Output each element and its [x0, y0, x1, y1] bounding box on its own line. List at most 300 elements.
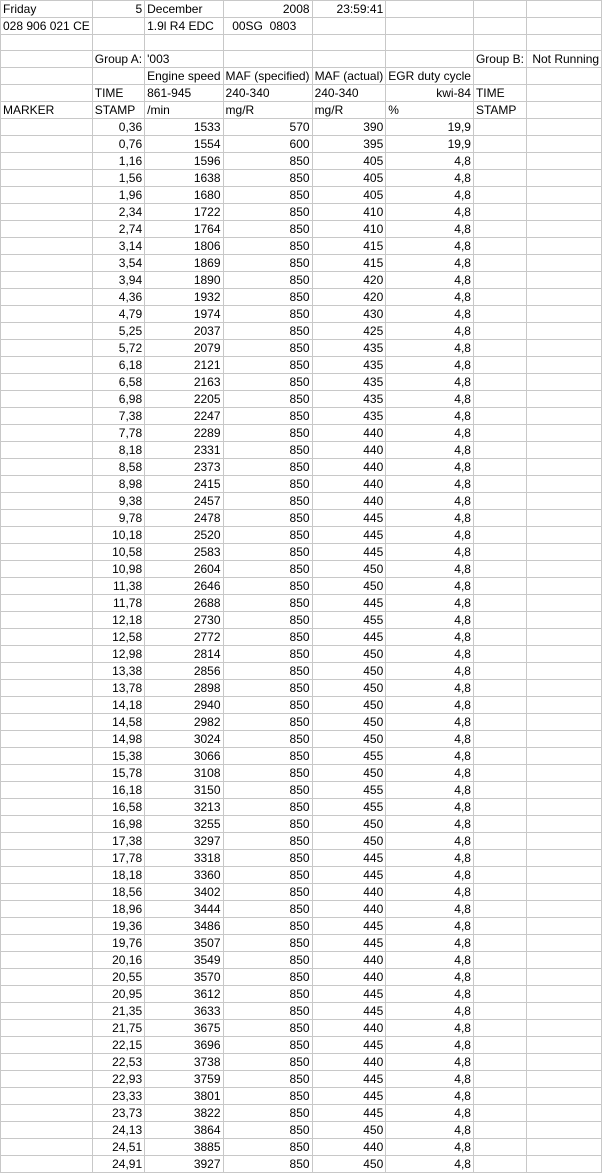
engine-speed-cell[interactable]: 2772	[145, 629, 223, 646]
time-stamp-cell[interactable]: 8,18	[92, 442, 144, 459]
egr-duty-cell[interactable]: 4,8	[386, 867, 474, 884]
maf-specified-cell[interactable]: 850	[223, 153, 312, 170]
empty-cell[interactable]	[526, 442, 601, 459]
empty-cell[interactable]	[473, 153, 526, 170]
empty-cell[interactable]	[473, 867, 526, 884]
empty-cell[interactable]	[526, 238, 601, 255]
empty-cell[interactable]	[473, 323, 526, 340]
header-maf-actual[interactable]: MAF (actual)	[312, 68, 386, 85]
empty-cell[interactable]	[526, 323, 601, 340]
egr-duty-cell[interactable]: 4,8	[386, 1071, 474, 1088]
empty-cell[interactable]	[473, 816, 526, 833]
engine-speed-cell[interactable]: 2898	[145, 680, 223, 697]
marker-cell[interactable]	[1, 1156, 93, 1173]
header-marker[interactable]: MARKER	[1, 102, 93, 119]
empty-cell[interactable]	[473, 391, 526, 408]
empty-cell[interactable]	[473, 1037, 526, 1054]
engine-speed-cell[interactable]: 2982	[145, 714, 223, 731]
maf-actual-cell[interactable]: 410	[312, 221, 386, 238]
empty-cell[interactable]	[526, 782, 601, 799]
engine-speed-cell[interactable]: 2205	[145, 391, 223, 408]
empty-cell[interactable]	[526, 867, 601, 884]
empty-cell[interactable]	[473, 748, 526, 765]
egr-duty-cell[interactable]: 4,8	[386, 170, 474, 187]
engine-speed-cell[interactable]: 3675	[145, 1020, 223, 1037]
engine-speed-cell[interactable]: 1764	[145, 221, 223, 238]
time-cell[interactable]: 23:59:41	[312, 1, 386, 18]
engine-speed-cell[interactable]: 2037	[145, 323, 223, 340]
engine-speed-cell[interactable]: 2163	[145, 374, 223, 391]
egr-duty-cell[interactable]: 4,8	[386, 833, 474, 850]
egr-duty-cell[interactable]: 4,8	[386, 238, 474, 255]
time-stamp-cell[interactable]: 21,35	[92, 1003, 144, 1020]
marker-cell[interactable]	[1, 612, 93, 629]
time-stamp-cell[interactable]: 10,58	[92, 544, 144, 561]
time-stamp-cell[interactable]: 19,76	[92, 935, 144, 952]
egr-duty-cell[interactable]: 4,8	[386, 408, 474, 425]
empty-cell[interactable]	[526, 986, 601, 1003]
header-speed-unit[interactable]: /min	[145, 102, 223, 119]
maf-specified-cell[interactable]: 850	[223, 544, 312, 561]
maf-specified-cell[interactable]: 850	[223, 629, 312, 646]
marker-cell[interactable]	[1, 493, 93, 510]
marker-cell[interactable]	[1, 204, 93, 221]
egr-duty-cell[interactable]: 4,8	[386, 646, 474, 663]
time-stamp-cell[interactable]: 5,25	[92, 323, 144, 340]
egr-duty-cell[interactable]: 4,8	[386, 425, 474, 442]
marker-cell[interactable]	[1, 1020, 93, 1037]
empty-cell[interactable]	[473, 510, 526, 527]
engine-speed-cell[interactable]: 3507	[145, 935, 223, 952]
empty-cell[interactable]	[526, 425, 601, 442]
empty-cell[interactable]	[526, 1020, 601, 1037]
time-stamp-cell[interactable]: 6,58	[92, 374, 144, 391]
maf-actual-cell[interactable]: 445	[312, 595, 386, 612]
egr-duty-cell[interactable]: 4,8	[386, 476, 474, 493]
empty-cell[interactable]	[526, 289, 601, 306]
empty-cell[interactable]	[145, 35, 223, 51]
time-stamp-cell[interactable]: 22,93	[92, 1071, 144, 1088]
maf-specified-cell[interactable]: 850	[223, 1139, 312, 1156]
egr-duty-cell[interactable]: 19,9	[386, 136, 474, 153]
egr-duty-cell[interactable]: 4,8	[386, 578, 474, 595]
empty-cell[interactable]	[473, 1139, 526, 1156]
egr-duty-cell[interactable]: 4,8	[386, 187, 474, 204]
maf-specified-cell[interactable]: 850	[223, 1105, 312, 1122]
maf-actual-cell[interactable]: 390	[312, 119, 386, 136]
marker-cell[interactable]	[1, 425, 93, 442]
time-stamp-cell[interactable]: 12,18	[92, 612, 144, 629]
maf-actual-cell[interactable]: 440	[312, 1054, 386, 1071]
empty-cell[interactable]	[526, 272, 601, 289]
maf-specified-cell[interactable]: 850	[223, 374, 312, 391]
maf-specified-cell[interactable]: 850	[223, 748, 312, 765]
egr-duty-cell[interactable]: 4,8	[386, 1139, 474, 1156]
marker-cell[interactable]	[1, 816, 93, 833]
maf-actual-cell[interactable]: 440	[312, 969, 386, 986]
engine-speed-cell[interactable]: 1869	[145, 255, 223, 272]
marker-cell[interactable]	[1, 714, 93, 731]
engine-code-cell[interactable]	[223, 18, 312, 35]
egr-duty-cell[interactable]: 4,8	[386, 952, 474, 969]
maf-actual-cell[interactable]: 415	[312, 238, 386, 255]
empty-cell[interactable]	[526, 459, 601, 476]
header-cell[interactable]	[526, 85, 601, 102]
maf-specified-cell[interactable]: 600	[223, 136, 312, 153]
empty-cell[interactable]	[526, 731, 601, 748]
maf-specified-cell[interactable]: 850	[223, 425, 312, 442]
engine-speed-cell[interactable]: 3549	[145, 952, 223, 969]
egr-duty-cell[interactable]: 4,8	[386, 391, 474, 408]
time-stamp-cell[interactable]: 20,16	[92, 952, 144, 969]
marker-cell[interactable]	[1, 442, 93, 459]
empty-cell[interactable]	[526, 476, 601, 493]
empty-cell[interactable]	[526, 374, 601, 391]
month-cell[interactable]: December	[145, 1, 223, 18]
year-cell[interactable]: 2008	[223, 1, 312, 18]
egr-duty-cell[interactable]: 4,8	[386, 153, 474, 170]
maf-actual-cell[interactable]: 445	[312, 527, 386, 544]
empty-cell[interactable]	[526, 1105, 601, 1122]
engine-speed-cell[interactable]: 3066	[145, 748, 223, 765]
engine-speed-cell[interactable]: 1974	[145, 306, 223, 323]
time-stamp-cell[interactable]: 12,98	[92, 646, 144, 663]
maf-actual-cell[interactable]: 440	[312, 952, 386, 969]
maf-specified-cell[interactable]: 850	[223, 1037, 312, 1054]
time-stamp-cell[interactable]: 1,96	[92, 187, 144, 204]
maf-actual-cell[interactable]: 455	[312, 782, 386, 799]
maf-actual-cell[interactable]: 445	[312, 510, 386, 527]
engine-speed-cell[interactable]: 2457	[145, 493, 223, 510]
maf-specified-cell[interactable]: 850	[223, 323, 312, 340]
empty-cell[interactable]	[526, 935, 601, 952]
engine-speed-cell[interactable]: 3738	[145, 1054, 223, 1071]
engine-speed-cell[interactable]: 2289	[145, 425, 223, 442]
time-stamp-cell[interactable]: 11,38	[92, 578, 144, 595]
empty-cell[interactable]	[473, 969, 526, 986]
marker-cell[interactable]	[1, 408, 93, 425]
engine-speed-cell[interactable]: 3885	[145, 1139, 223, 1156]
egr-duty-cell[interactable]: 4,8	[386, 1105, 474, 1122]
engine-speed-cell[interactable]: 3024	[145, 731, 223, 748]
maf-specified-cell[interactable]: 850	[223, 714, 312, 731]
header-engine-speed[interactable]: Engine speed	[145, 68, 223, 85]
engine-speed-cell[interactable]: 1680	[145, 187, 223, 204]
egr-duty-cell[interactable]: 4,8	[386, 1054, 474, 1071]
maf-specified-cell[interactable]: 850	[223, 442, 312, 459]
empty-cell[interactable]	[473, 833, 526, 850]
empty-cell[interactable]	[473, 612, 526, 629]
egr-duty-cell[interactable]: 4,8	[386, 969, 474, 986]
maf-actual-cell[interactable]: 405	[312, 153, 386, 170]
engine-speed-cell[interactable]: 3213	[145, 799, 223, 816]
empty-cell[interactable]	[473, 289, 526, 306]
engine-speed-cell[interactable]: 3864	[145, 1122, 223, 1139]
maf-specified-cell[interactable]: 850	[223, 884, 312, 901]
engine-speed-cell[interactable]: 2583	[145, 544, 223, 561]
time-stamp-cell[interactable]: 5,72	[92, 340, 144, 357]
maf-specified-cell[interactable]: 850	[223, 765, 312, 782]
header-maf-spec-range[interactable]: 240-340	[223, 85, 312, 102]
maf-actual-cell[interactable]: 450	[312, 816, 386, 833]
maf-actual-cell[interactable]: 445	[312, 918, 386, 935]
marker-cell[interactable]	[1, 561, 93, 578]
empty-cell[interactable]	[526, 1003, 601, 1020]
maf-actual-cell[interactable]: 440	[312, 425, 386, 442]
header-egr-range[interactable]: kwi-84	[386, 85, 474, 102]
empty-cell[interactable]	[526, 969, 601, 986]
empty-cell[interactable]	[473, 782, 526, 799]
empty-cell[interactable]	[526, 544, 601, 561]
maf-actual-cell[interactable]: 450	[312, 578, 386, 595]
empty-cell[interactable]	[473, 986, 526, 1003]
empty-cell[interactable]	[473, 1156, 526, 1173]
maf-actual-cell[interactable]: 440	[312, 442, 386, 459]
empty-cell[interactable]	[526, 187, 601, 204]
header-maf-specified[interactable]: MAF (specified)	[223, 68, 312, 85]
maf-actual-cell[interactable]: 455	[312, 612, 386, 629]
marker-cell[interactable]	[1, 595, 93, 612]
time-stamp-cell[interactable]: 13,38	[92, 663, 144, 680]
engine-speed-cell[interactable]: 3759	[145, 1071, 223, 1088]
engine-speed-cell[interactable]: 3444	[145, 901, 223, 918]
marker-cell[interactable]	[1, 884, 93, 901]
empty-cell[interactable]	[526, 1071, 601, 1088]
egr-duty-cell[interactable]: 4,8	[386, 459, 474, 476]
engine-speed-cell[interactable]: 1932	[145, 289, 223, 306]
time-stamp-cell[interactable]: 10,98	[92, 561, 144, 578]
empty-cell[interactable]	[473, 255, 526, 272]
marker-cell[interactable]	[1, 799, 93, 816]
empty-cell[interactable]	[526, 170, 601, 187]
engine-speed-cell[interactable]: 3402	[145, 884, 223, 901]
maf-actual-cell[interactable]: 445	[312, 1105, 386, 1122]
maf-specified-cell[interactable]: 850	[223, 527, 312, 544]
empty-cell[interactable]	[526, 340, 601, 357]
time-stamp-cell[interactable]: 20,55	[92, 969, 144, 986]
maf-specified-cell[interactable]: 850	[223, 799, 312, 816]
time-stamp-cell[interactable]: 18,18	[92, 867, 144, 884]
egr-duty-cell[interactable]: 4,8	[386, 782, 474, 799]
empty-cell[interactable]	[473, 1105, 526, 1122]
maf-actual-cell[interactable]: 420	[312, 272, 386, 289]
empty-cell[interactable]	[386, 1, 474, 18]
empty-cell[interactable]	[473, 374, 526, 391]
empty-cell[interactable]	[526, 255, 601, 272]
maf-specified-cell[interactable]: 850	[223, 986, 312, 1003]
empty-cell[interactable]	[526, 918, 601, 935]
empty-cell[interactable]	[92, 18, 144, 35]
empty-cell[interactable]	[526, 612, 601, 629]
maf-specified-cell[interactable]: 850	[223, 850, 312, 867]
marker-cell[interactable]	[1, 969, 93, 986]
maf-specified-cell[interactable]: 850	[223, 1156, 312, 1173]
header-egr-duty-cycle[interactable]	[386, 68, 474, 85]
empty-cell[interactable]	[526, 1, 601, 18]
time-stamp-cell[interactable]: 17,38	[92, 833, 144, 850]
time-stamp-cell[interactable]: 23,33	[92, 1088, 144, 1105]
engine-speed-cell[interactable]: 3318	[145, 850, 223, 867]
maf-actual-cell[interactable]: 440	[312, 1020, 386, 1037]
maf-specified-cell[interactable]: 850	[223, 255, 312, 272]
empty-cell[interactable]	[526, 119, 601, 136]
egr-duty-cell[interactable]: 4,8	[386, 1037, 474, 1054]
maf-specified-cell[interactable]: 850	[223, 204, 312, 221]
empty-cell[interactable]	[473, 493, 526, 510]
empty-cell[interactable]	[526, 561, 601, 578]
marker-cell[interactable]	[1, 901, 93, 918]
marker-cell[interactable]	[1, 170, 93, 187]
marker-cell[interactable]	[1, 1088, 93, 1105]
maf-actual-cell[interactable]: 405	[312, 187, 386, 204]
maf-actual-cell[interactable]: 430	[312, 306, 386, 323]
maf-actual-cell[interactable]: 445	[312, 544, 386, 561]
time-stamp-cell[interactable]: 19,36	[92, 918, 144, 935]
empty-cell[interactable]	[473, 1020, 526, 1037]
empty-cell[interactable]	[386, 51, 474, 68]
maf-specified-cell[interactable]: 850	[223, 170, 312, 187]
engine-speed-cell[interactable]: 3612	[145, 986, 223, 1003]
marker-cell[interactable]	[1, 374, 93, 391]
maf-specified-cell[interactable]: 850	[223, 221, 312, 238]
empty-cell[interactable]	[473, 918, 526, 935]
marker-cell[interactable]	[1, 697, 93, 714]
engine-speed-cell[interactable]: 3108	[145, 765, 223, 782]
maf-actual-cell[interactable]: 445	[312, 986, 386, 1003]
marker-cell[interactable]	[1, 391, 93, 408]
marker-cell[interactable]	[1, 918, 93, 935]
time-stamp-cell[interactable]: 2,34	[92, 204, 144, 221]
marker-cell[interactable]	[1, 850, 93, 867]
marker-cell[interactable]	[1, 238, 93, 255]
empty-cell[interactable]	[526, 748, 601, 765]
empty-cell[interactable]	[526, 697, 601, 714]
time-stamp-cell[interactable]: 15,78	[92, 765, 144, 782]
maf-actual-cell[interactable]: 450	[312, 680, 386, 697]
empty-cell[interactable]	[473, 901, 526, 918]
engine-speed-cell[interactable]: 2520	[145, 527, 223, 544]
maf-specified-cell[interactable]: 850	[223, 1003, 312, 1020]
time-stamp-cell[interactable]: 9,38	[92, 493, 144, 510]
empty-cell[interactable]	[526, 816, 601, 833]
empty-cell[interactable]	[526, 221, 601, 238]
time-stamp-cell[interactable]: 3,14	[92, 238, 144, 255]
empty-cell[interactable]	[526, 153, 601, 170]
header-stamp[interactable]: STAMP	[92, 102, 144, 119]
maf-actual-cell[interactable]: 425	[312, 323, 386, 340]
empty-cell[interactable]	[386, 35, 474, 51]
time-stamp-cell[interactable]: 0,76	[92, 136, 144, 153]
egr-duty-cell[interactable]: 4,8	[386, 289, 474, 306]
header-cell[interactable]	[1, 85, 93, 102]
marker-cell[interactable]	[1, 765, 93, 782]
marker-cell[interactable]	[1, 289, 93, 306]
maf-specified-cell[interactable]: 850	[223, 833, 312, 850]
time-stamp-cell[interactable]: 14,98	[92, 731, 144, 748]
empty-cell[interactable]	[473, 1088, 526, 1105]
empty-cell[interactable]	[473, 442, 526, 459]
egr-duty-cell[interactable]: 4,8	[386, 1003, 474, 1020]
header-cell[interactable]	[92, 68, 144, 85]
marker-cell[interactable]	[1, 544, 93, 561]
marker-cell[interactable]	[1, 986, 93, 1003]
empty-cell[interactable]	[526, 1054, 601, 1071]
marker-cell[interactable]	[1, 782, 93, 799]
engine-speed-cell[interactable]: 3822	[145, 1105, 223, 1122]
time-stamp-cell[interactable]: 7,78	[92, 425, 144, 442]
empty-cell[interactable]	[526, 884, 601, 901]
maf-specified-cell[interactable]: 850	[223, 1088, 312, 1105]
time-stamp-cell[interactable]: 7,38	[92, 408, 144, 425]
maf-specified-cell[interactable]: 850	[223, 272, 312, 289]
marker-cell[interactable]	[1, 1037, 93, 1054]
engine-speed-cell[interactable]: 1890	[145, 272, 223, 289]
maf-specified-cell[interactable]: 850	[223, 646, 312, 663]
maf-specified-cell[interactable]: 850	[223, 595, 312, 612]
maf-actual-cell[interactable]: 440	[312, 901, 386, 918]
empty-cell[interactable]	[526, 493, 601, 510]
time-stamp-cell[interactable]: 3,94	[92, 272, 144, 289]
maf-actual-cell[interactable]: 440	[312, 884, 386, 901]
engine-speed-cell[interactable]: 2940	[145, 697, 223, 714]
empty-cell[interactable]	[473, 731, 526, 748]
engine-speed-cell[interactable]: 1596	[145, 153, 223, 170]
marker-cell[interactable]	[1, 510, 93, 527]
header-speed-range[interactable]: 861-945	[145, 85, 223, 102]
header-maf-act-range[interactable]: 240-340	[312, 85, 386, 102]
empty-cell[interactable]	[526, 1122, 601, 1139]
header-time[interactable]: TIME	[92, 85, 144, 102]
maf-specified-cell[interactable]: 850	[223, 476, 312, 493]
empty-cell[interactable]	[526, 527, 601, 544]
engine-speed-cell[interactable]: 3696	[145, 1037, 223, 1054]
marker-cell[interactable]	[1, 1071, 93, 1088]
egr-duty-cell[interactable]: 4,8	[386, 629, 474, 646]
maf-actual-cell[interactable]: 435	[312, 408, 386, 425]
empty-cell[interactable]	[526, 35, 601, 51]
egr-duty-cell[interactable]: 4,8	[386, 357, 474, 374]
marker-cell[interactable]	[1, 935, 93, 952]
time-stamp-cell[interactable]: 22,53	[92, 1054, 144, 1071]
empty-cell[interactable]	[473, 272, 526, 289]
group-a-label-cell[interactable]: Group A:	[92, 51, 144, 68]
maf-specified-cell[interactable]: 850	[223, 391, 312, 408]
engine-speed-cell[interactable]: 2079	[145, 340, 223, 357]
empty-cell[interactable]	[526, 1088, 601, 1105]
maf-specified-cell[interactable]: 850	[223, 459, 312, 476]
empty-cell[interactable]	[473, 714, 526, 731]
empty-cell[interactable]	[312, 18, 386, 35]
empty-cell[interactable]	[473, 340, 526, 357]
marker-cell[interactable]	[1, 187, 93, 204]
empty-cell[interactable]	[526, 18, 601, 35]
empty-cell[interactable]	[526, 306, 601, 323]
engine-speed-cell[interactable]: 2415	[145, 476, 223, 493]
maf-actual-cell[interactable]: 445	[312, 629, 386, 646]
maf-specified-cell[interactable]: 850	[223, 816, 312, 833]
egr-duty-cell[interactable]: 4,8	[386, 510, 474, 527]
egr-duty-cell[interactable]: 4,8	[386, 323, 474, 340]
egr-duty-cell[interactable]: 4,8	[386, 493, 474, 510]
egr-duty-cell[interactable]: 4,8	[386, 1020, 474, 1037]
maf-actual-cell[interactable]: 450	[312, 765, 386, 782]
marker-cell[interactable]	[1, 1054, 93, 1071]
empty-cell[interactable]	[473, 35, 526, 51]
egr-duty-cell[interactable]: 4,8	[386, 1156, 474, 1173]
maf-actual-cell[interactable]: 435	[312, 374, 386, 391]
engine-speed-cell[interactable]: 2373	[145, 459, 223, 476]
egr-duty-cell[interactable]: 4,8	[386, 612, 474, 629]
